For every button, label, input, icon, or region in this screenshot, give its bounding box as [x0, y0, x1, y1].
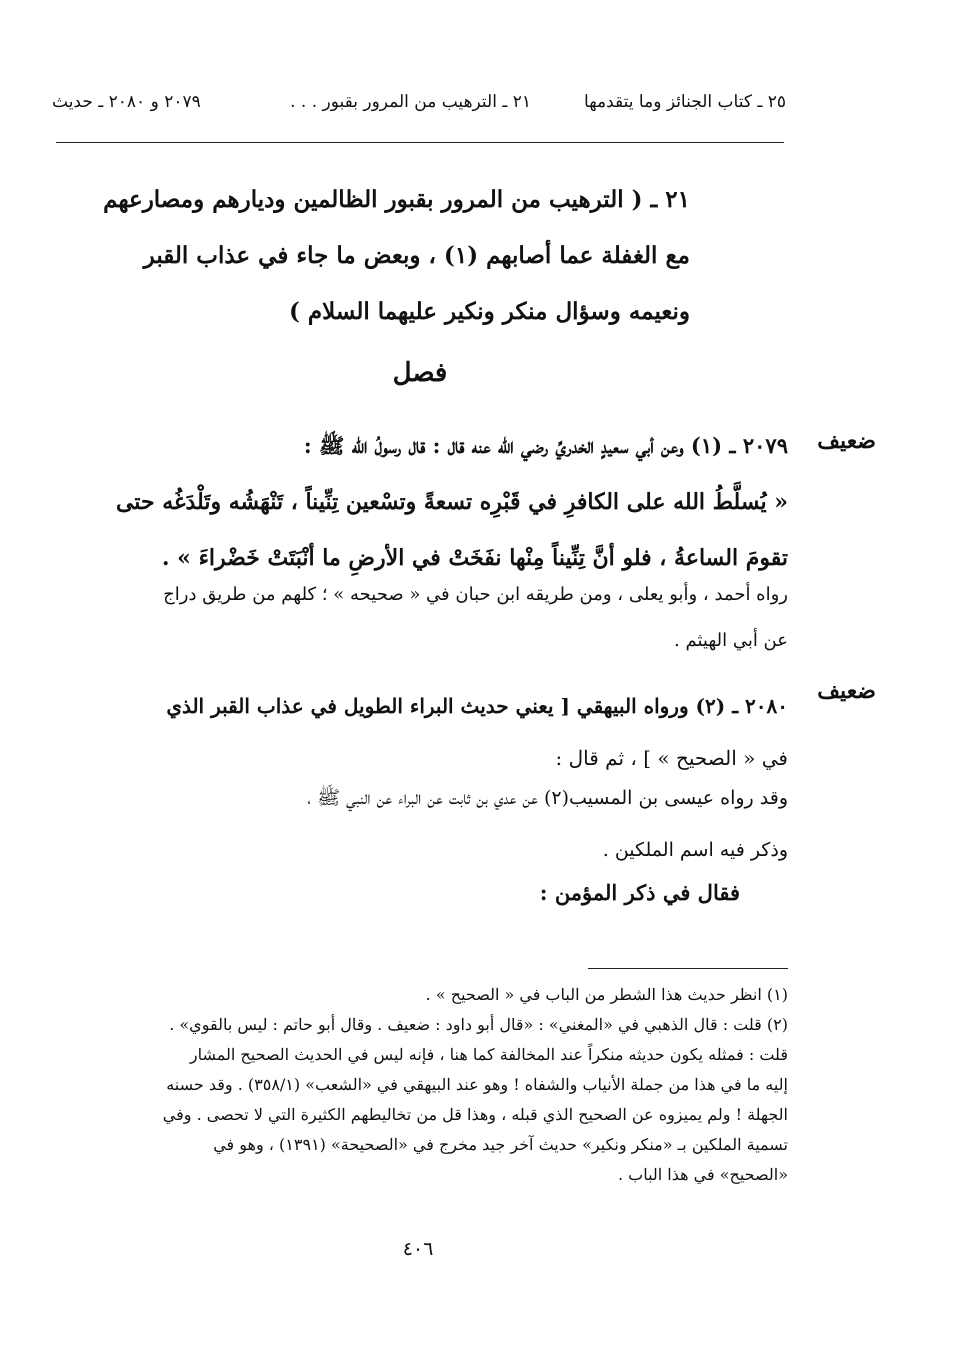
hadith-text-line: في « الصحيح » ] ، ثم قال : [555, 746, 788, 770]
footnote-2-continuation: «الصحيح» في هذا الباب . [617, 1165, 788, 1184]
footnote-divider [588, 968, 788, 969]
section-title: فصل [392, 358, 448, 388]
hadith-source [52, 572, 788, 664]
footnote-2-continuation: قلت : فمثله يكون حديثه منكراً عند المخالفة كما هنا ، فإنه ليس في الحديث الصحيح المشار [189, 1045, 788, 1064]
quote-line: وقد رواه عيسى بن المسيب(٢) عن عدي بن ثابت عن البراء عن النبي ﷺ ، [307, 787, 788, 809]
chapter-heading-line: ٢١ ـ ( الترهيب من المرور بقبور الظالمين وديارهم ومصارعهم [103, 186, 690, 213]
hadith-2079 [52, 418, 788, 586]
hadith-text-line: تقومَ الساعةُ ، فلو أنَّ تِنِّيناً مِنْها نفَخَتْ في الأرضِ ما أنْبَتَتْ خَضْراءَ » . [161, 545, 788, 571]
header-hadith-range: ٢٠٧٩ و ٢٠٨٠ ـ حديث [52, 92, 201, 112]
footnote-2: (٢) قلت : قال الذهبي في «المغني» : «قال أبو داود : ضعيف . وقال أبو حاتم : ليس بالقوي» . [169, 1015, 788, 1034]
chapter-heading-line: مع الغفلة عما أصابهم (١) ، وبعض ما جاء في عذاب القبر [143, 242, 690, 269]
source-line: عن أبي الهيثم . [674, 630, 788, 651]
hadith-intro: ٢٠٨٠ ـ (٢) ورواه البيهقي [ يعني حديث البراء الطويل في عذاب القبر الذي [166, 694, 788, 718]
hadith-grade-badge: ضعيف [817, 678, 876, 704]
page-number: ٤٠٦ [402, 1238, 434, 1260]
hadith-intro: ٢٠٧٩ ـ (١) وعن أبي سعيدٍ الخدريِّ رضي الله عنه قال : قال رسولُ الله ﷺ : [303, 433, 788, 458]
hadith-2080 [52, 680, 788, 784]
footnote-1: (١) انظر حديث هذا الشطر من الباب في « الصحيح » . [425, 985, 788, 1004]
hadith-quote [52, 772, 788, 876]
footnote-2-continuation: إليه ما في هذا من جملة الأنياب والشفاه ! وهو عند البيهقي في «الشعب» (٣٥٨/١) . وقد حسنه [166, 1075, 788, 1094]
header-book-title: ٢٥ ـ كتاب الجنائز وما يتقدمها [584, 92, 786, 112]
source-line: رواه أحمد ، وأبو يعلى ، ومن طريقه ابن حبان في « صحيحه » ؛ كلهم من طريق دراج [163, 584, 788, 605]
hadith-text-line: « يُسلَّطُ الله على الكافرِ في قَبْرِه تسعةً وتسْعين تِنِّيناً ، تَنْهَشُه وتَلْدَغُه حتى [115, 489, 788, 515]
hadith-continuation [52, 868, 788, 918]
footnote-2-continuation: تسمية الملكين بـ «منكر ونكير» حديث آخر جيد مخرج في «الصحيحة» (١٣٩١) ، وهو في [213, 1135, 788, 1154]
header-chapter-title: ٢١ ـ الترهيب من المرور بقبور . . . [290, 92, 531, 112]
footnotes [52, 980, 788, 1190]
quote-line: وذكر فيه اسم الملكين . [602, 839, 788, 861]
continuation-line: فقال في ذكر المؤمن : [539, 880, 740, 905]
hadith-grade-badge: ضعيف [817, 428, 876, 454]
running-header [52, 92, 786, 124]
chapter-heading [103, 172, 690, 340]
chapter-heading-line: ونعيمه وسؤال منكر ونكير عليهما السلام ) [288, 298, 690, 325]
header-divider [56, 142, 784, 143]
footnote-2-continuation: الجهلة ! ولم يميزوه عن الصحيح الذي قبله ، وهذا قل من تخاليطهم الكثيرة التي لا تحصى . وفي [162, 1105, 788, 1124]
